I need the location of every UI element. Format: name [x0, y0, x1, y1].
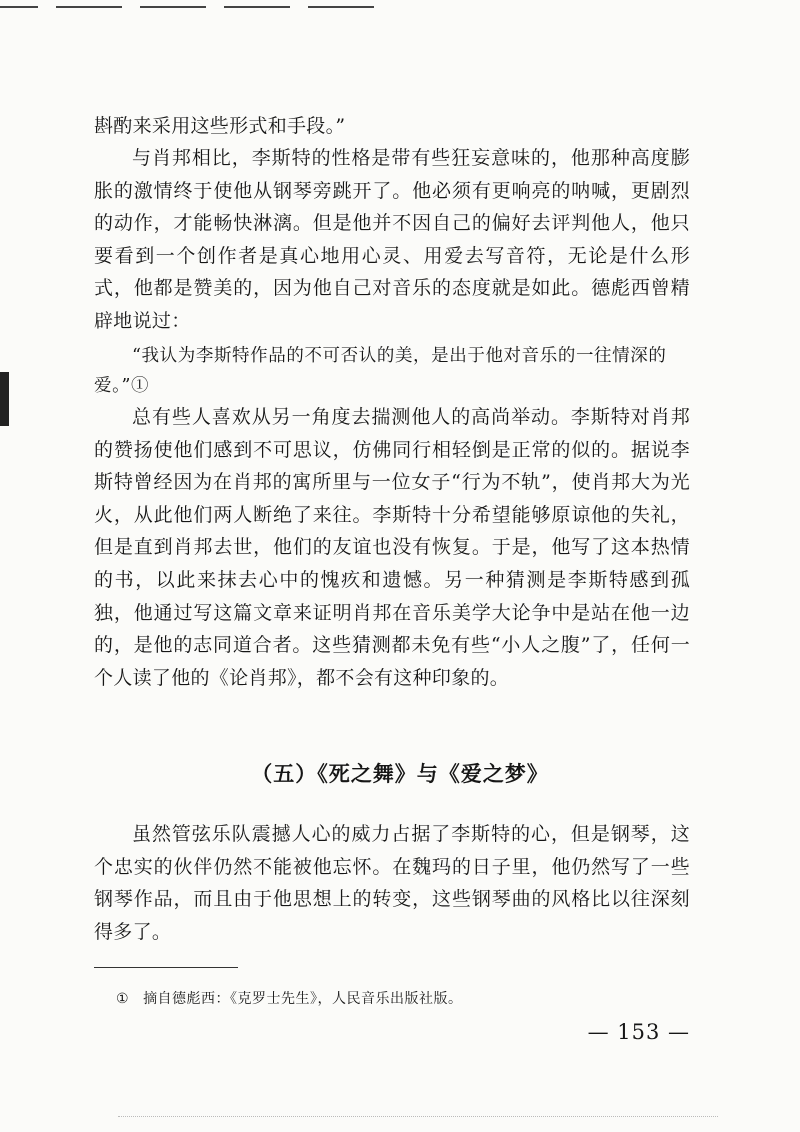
footnote-rule [94, 967, 238, 968]
footnote-mark: ① [116, 991, 130, 1007]
page-number: — 153 — [587, 1020, 690, 1044]
top-rule-3 [140, 6, 206, 8]
quote-debussy: “我认为李斯特作品的不可否认的美，是出于他对音乐的一往情深的爱。”① [94, 346, 667, 396]
paragraph-speculation: 总有些人喜欢从另一角度去揣测他人的高尚举动。李斯特对肖邦的赞扬使他们感到不可思议，仿佛同行相轻倒是正常的似的。据说李斯特曾经因为在肖邦的寓所里与一位女子“行为不轨”，使肖邦大为光火，从此他们两人断绝了来往。李斯特十分希望能够原谅他的失礼，但是直到肖邦去世，他们的友谊也没有恢复。于是，他写了这本热情的书，以此来抹去心中的愧疚和遗憾。另一种猜测是李斯特感到孤独，他通过写这篇文章来证明肖邦在音乐美学大论争中是站在他一边的，是他的志同道合者。这些猜测都未免有些“小人之腹”了，任何一个人读了他的《论肖邦》，都不会有这种印象的。 [94, 406, 690, 689]
paragraph-liszt-character: 与肖邦相比，李斯特的性格是带有些狂妄意味的，他那种高度膨胀的激情终于使他从钢琴旁跳开了。他必须有更响亮的呐喊，更剧烈的动作，才能畅快淋漓。但是他并不因自己的偏好去评判他人，他只要看到一个创作者是真心地用心灵、用爱去写音符，无论是什么形式，他都是赞美的，因为他自己对音乐的态度就是如此。德彪西曾精辟地说过： [94, 147, 690, 332]
binding-mark [0, 372, 9, 426]
scan-edge [118, 1116, 718, 1118]
paragraph-continuation: 斟酌来采用这些形式和手段。” [94, 115, 346, 137]
top-rule-1 [0, 6, 38, 8]
footnote [116, 988, 463, 1008]
section-heading: （五）《死之舞》与《爱之梦》 [251, 761, 549, 786]
top-rule-5 [308, 6, 374, 8]
paragraph-piano-works: 虽然管弦乐队震撼人心的威力占据了李斯特的心，但是钢琴，这个忠实的伙伴仍然不能被他忘怀。在魏玛的日子里，他仍然写了一些钢琴作品，而且由于他思想上的转变，这些钢琴曲的风格比以往深刻得多了。 [94, 823, 690, 943]
top-rule-4 [224, 6, 290, 8]
top-rule-2 [56, 6, 122, 8]
footnote-text: 摘自德彪西：《克罗士先生》，人民音乐出版社版。 [143, 991, 463, 1007]
